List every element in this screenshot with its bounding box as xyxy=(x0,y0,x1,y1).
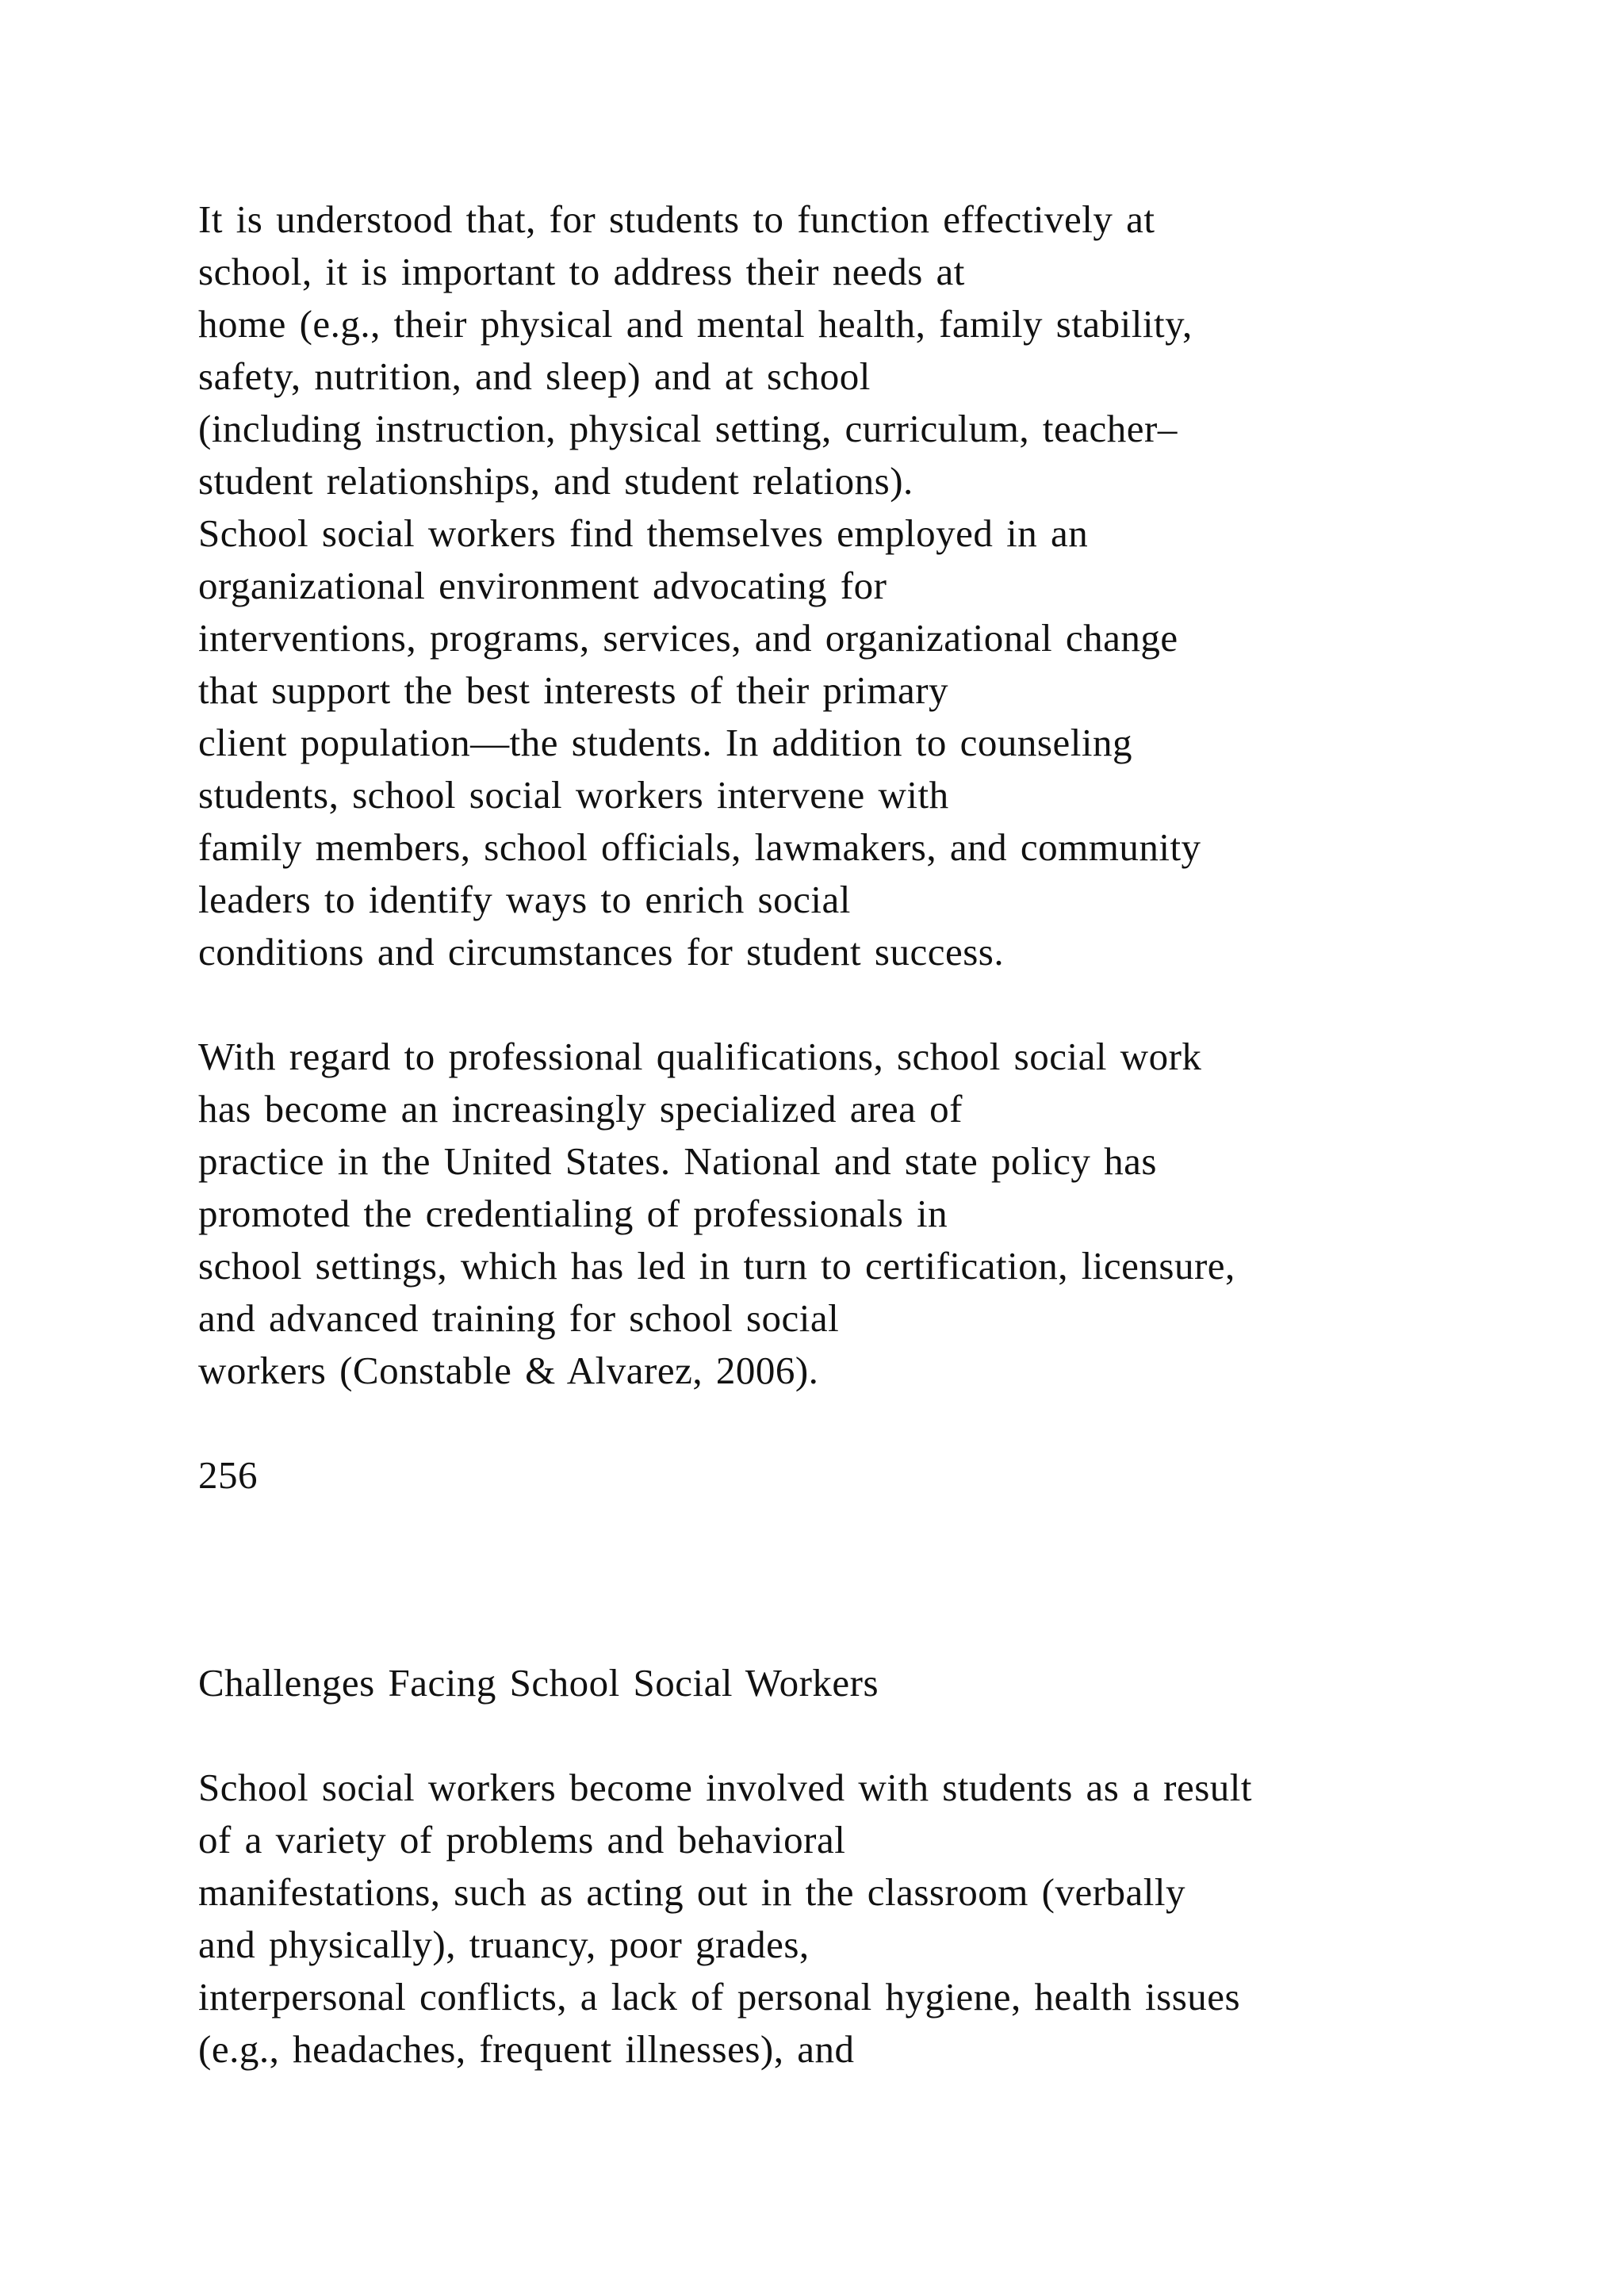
section-heading: Challenges Facing School Social Workers xyxy=(198,1661,879,1705)
paragraph-1-line: student relationships, and student relations). xyxy=(198,459,914,503)
paragraph-3-line: and physically), truancy, poor grades, xyxy=(198,1923,810,1966)
paragraph-1-line: safety, nutrition, and sleep) and at school xyxy=(198,354,871,398)
paragraph-2-line: With regard to professional qualifications, school social work xyxy=(198,1035,1202,1078)
paragraph-1-line: conditions and circumstances for student success. xyxy=(198,930,1005,974)
paragraph-3-line: of a variety of problems and behavioral xyxy=(198,1818,846,1862)
paragraph-1-line: School social workers find themselves employed in an xyxy=(198,511,1089,555)
paragraph-1-line: family members, school officials, lawmakers, and community xyxy=(198,825,1201,869)
paragraph-3-line: (e.g., headaches, frequent illnesses), and xyxy=(198,2027,855,2071)
paragraph-1-line: school, it is important to address their needs at xyxy=(198,250,965,293)
paragraph-2-line: has become an increasingly specialized area of xyxy=(198,1087,963,1131)
paragraph-1-line: students, school social workers intervene with xyxy=(198,773,949,817)
paragraph-2-line: and advanced training for school social xyxy=(198,1296,840,1340)
paragraph-3-line: School social workers become involved with students as a result xyxy=(198,1766,1252,1809)
paragraph-1-line: leaders to identify ways to enrich social xyxy=(198,878,851,921)
paragraph-1-line: home (e.g., their physical and mental health, family stability, xyxy=(198,302,1193,346)
paragraph-1-line: client population—the students. In addition to counseling xyxy=(198,721,1132,764)
paragraph-3-line: interpersonal conflicts, a lack of personal hygiene, health issues xyxy=(198,1975,1241,2019)
paragraph-1-line: interventions, programs, services, and organizational change xyxy=(198,616,1178,660)
paragraph-2-line: school settings, which has led in turn to certification, licensure, xyxy=(198,1244,1235,1288)
paragraph-1-line: organizational environment advocating for xyxy=(198,564,887,607)
page-number: 256 xyxy=(198,1453,258,1497)
paragraph-1-line: It is understood that, for students to function effectively at xyxy=(198,197,1155,241)
paragraph-2-line: promoted the credentialing of professionals in xyxy=(198,1192,948,1235)
paragraph-1-line: (including instruction, physical setting, curriculum, teacher– xyxy=(198,407,1178,450)
paragraph-2-line: workers (Constable & Alvarez, 2006). xyxy=(198,1349,819,1392)
paragraph-1-line: that support the best interests of their primary xyxy=(198,668,949,712)
paragraph-3-line: manifestations, such as acting out in the classroom (verbally xyxy=(198,1870,1186,1914)
paragraph-2-line: practice in the United States. National and state policy has xyxy=(198,1139,1157,1183)
